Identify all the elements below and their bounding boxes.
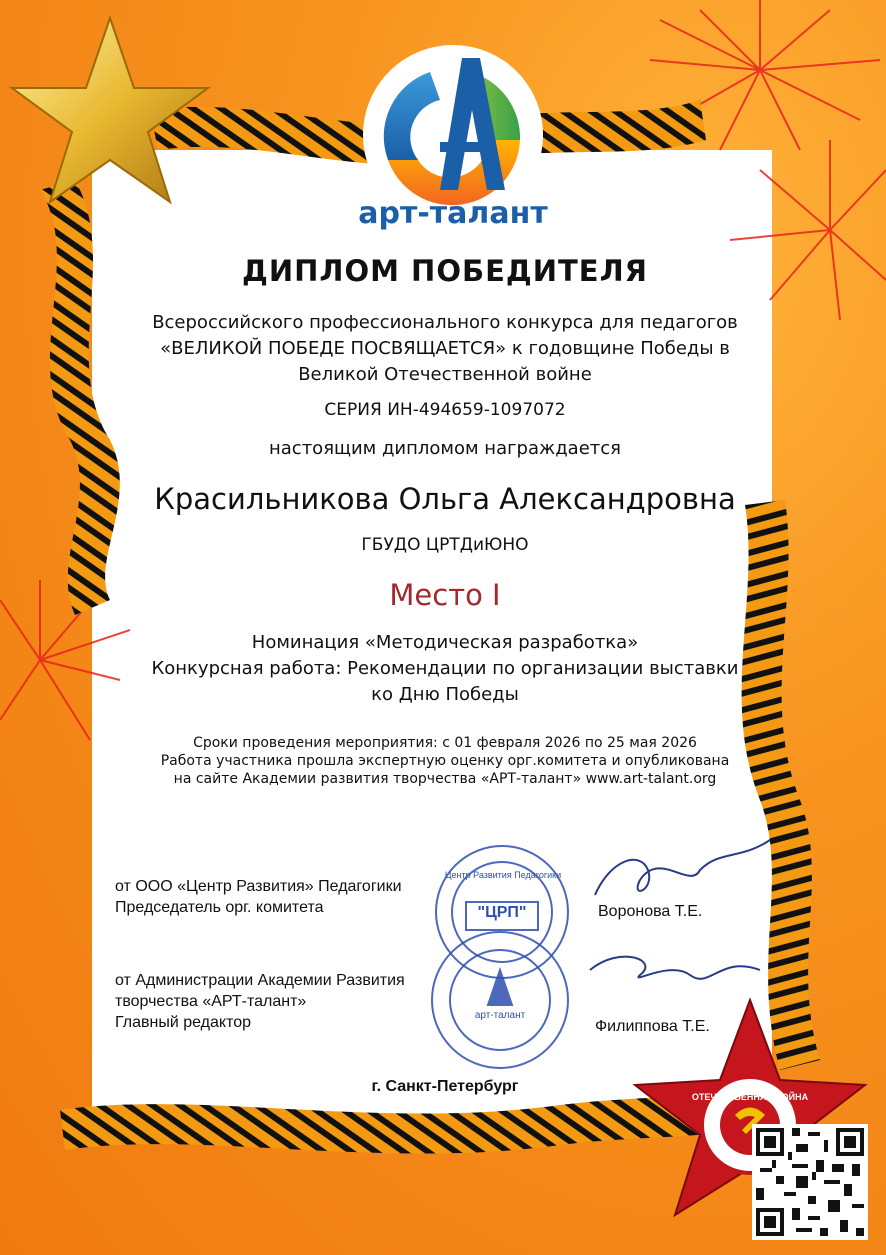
signature-1-line-2: Председатель орг. комитета (115, 899, 324, 916)
stamp-crp-text: "ЦРП" (477, 904, 527, 921)
stamp-art-talant (432, 932, 568, 1068)
contest-line-3: Великой Отечественной войне (298, 364, 592, 385)
series-number: СЕРИЯ ИН-494659-1097072 (324, 400, 566, 420)
stamp-crp-ring-text: Центр Развития Педагогики (444, 870, 562, 880)
nomination-line-1: Номинация «Методическая разработка» (251, 632, 639, 653)
signature-2-line-3: Главный редактор (115, 1014, 252, 1031)
contest-description (92, 310, 798, 388)
terms-line-3: на сайте Академии развития творчества «АРТ-талант» www.art-talant.org (173, 771, 717, 787)
order-ribbon-text: ОТЕЧЕСТВЕННАЯ ВОЙНА (691, 1092, 809, 1102)
nomination-block (92, 630, 798, 708)
recipient-organization: ГБУДО ЦРТДиЮНО (361, 535, 529, 555)
recipient-name: Красильникова Ольга Александровна (154, 482, 736, 516)
nomination-line-2: Конкурсная работа: Рекомендации по организации выставки (151, 658, 739, 679)
qr-code[interactable] (752, 1124, 868, 1240)
firework-right (730, 140, 886, 320)
diploma-title: ДИПЛОМ ПОБЕДИТЕЛЯ (241, 254, 648, 288)
place-award: Место I (389, 578, 501, 612)
logo-text: арт-талант (358, 196, 548, 231)
contest-line-1: Всероссийского профессионального конкурса для педагогов (152, 312, 738, 333)
awarded-text: настоящим дипломом награждается (269, 438, 621, 459)
signature-block-2 (115, 970, 405, 1033)
signature-1-line-1: от ООО «Центр Развития» Педагогики (115, 878, 402, 895)
city: г. Санкт-Петербург (371, 1078, 519, 1095)
signature-block-1 (115, 876, 402, 918)
stamp-art-talant-text: арт-талант (474, 1010, 526, 1021)
terms-line-2: Работа участника прошла экспертную оценку орг.комитета и опубликована (160, 753, 730, 769)
signature-filippova-icon (590, 957, 760, 979)
signature-2-name: Филиппова Т.Е. (595, 1018, 710, 1035)
gold-star-icon (12, 18, 208, 202)
event-terms (92, 734, 798, 788)
signature-2-line-2: творчества «АРТ-талант» (115, 993, 307, 1010)
signature-1-name: Воронова Т.Е. (598, 903, 703, 920)
signature-voronova-icon (595, 840, 770, 895)
signature-2-line-1: от Администрации Академии Развития (115, 972, 405, 989)
terms-line-1: Сроки проведения мероприятия: с 01 февраля 2026 по 25 мая 2026 (193, 735, 697, 751)
contest-line-2: «ВЕЛИКОЙ ПОБЕДЕ ПОСВЯЩАЕТСЯ» к годовщине Победы в (160, 338, 730, 359)
nomination-line-3: ко Дню Победы (371, 684, 519, 705)
qr-code-icon (752, 1124, 868, 1240)
